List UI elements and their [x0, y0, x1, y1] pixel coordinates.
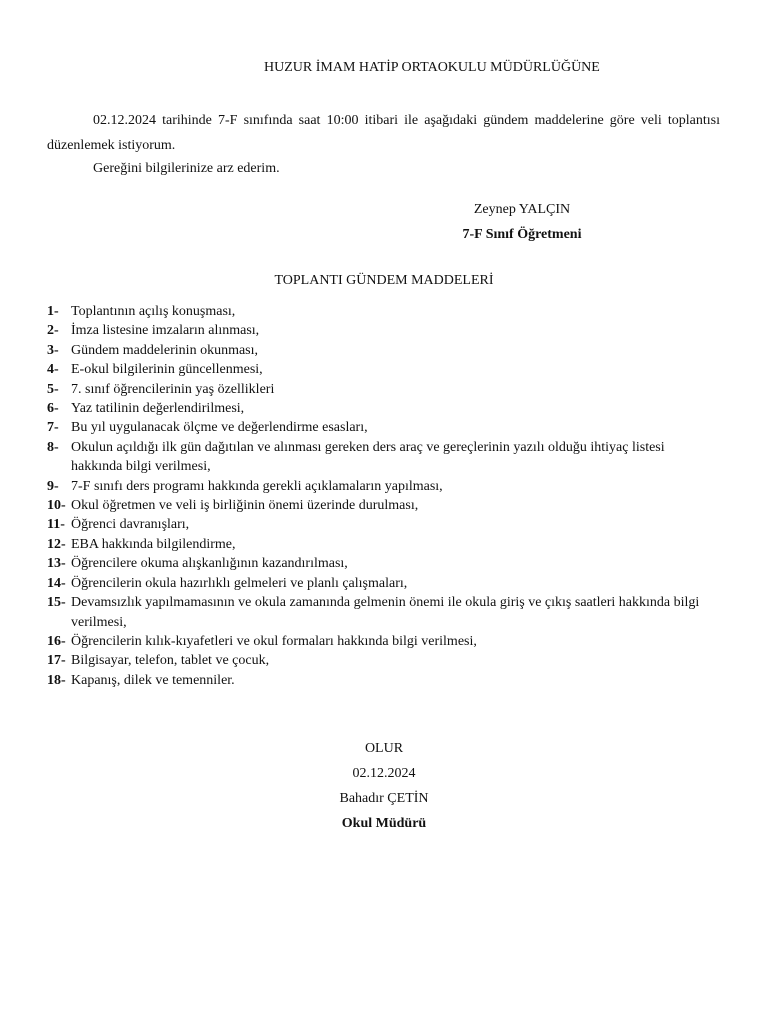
- agenda-item-text: EBA hakkında bilgilendirme,: [71, 536, 236, 552]
- recipient-heading: HUZUR İMAM HATİP ORTAOKULU MÜDÜRLÜĞÜNE: [264, 60, 600, 75]
- agenda-item-number: 12-: [47, 536, 66, 552]
- agenda-item-text: Gündem maddelerinin okunması,: [71, 342, 259, 358]
- agenda-item-number: 9-: [47, 478, 59, 494]
- agenda-item-text: Toplantının açılış konuşması,: [71, 304, 236, 319]
- agenda-item: [47, 438, 719, 477]
- agenda-item-number: 7-: [47, 420, 59, 436]
- request-paragraph: [47, 108, 720, 158]
- agenda-item-text: 7. sınıf öğrencilerinin yaş özellikleri: [71, 381, 275, 397]
- agenda-item-text: Okul öğretmen ve veli iş birliğinin önemi üzerinde durulması,: [71, 498, 419, 514]
- agenda-item-number: 2-: [47, 323, 59, 339]
- agenda-item-number: 5-: [47, 381, 59, 397]
- agenda-item-text: Öğrencilerin okula hazırlıklı gelmeleri ve planlı çalışmaları,: [71, 575, 408, 591]
- agenda-item: [47, 593, 719, 632]
- agenda-item: [47, 496, 719, 515]
- agenda-item-text: Öğrencilerin kılık-kıyafetleri ve okul formaları hakkında bilgi verilmesi,: [71, 633, 477, 649]
- agenda-item-number: 4-: [47, 362, 59, 378]
- agenda-item-text: Öğrencilere okuma alışkanlığının kazandırılması,: [71, 556, 348, 572]
- agenda-item-number: 6-: [47, 401, 59, 417]
- agenda-item: [47, 302, 719, 321]
- teacher-signature-block: [432, 197, 612, 247]
- agenda-item: [47, 671, 719, 690]
- agenda-item-text: Okulun açıldığı ilk gün dağıtılan ve alınması gereken ders araç ve gereçlerinin yazılı olduğu ihtiyaç listesi hakkında bilgi verilmesi,: [71, 439, 665, 475]
- principal-title: Okul Müdürü: [341, 816, 427, 831]
- agenda-item: [47, 477, 719, 496]
- agenda-item: [47, 574, 719, 593]
- closing-sentence: Gereğini bilgilerinize arz ederim.: [93, 161, 280, 176]
- agenda-item: [47, 535, 719, 554]
- approval-block: [284, 736, 484, 836]
- agenda-item-number: 3-: [47, 342, 59, 358]
- teacher-name: Zeynep YALÇIN: [473, 202, 571, 217]
- agenda-item-text: 7-F sınıfı ders programı hakkında gerekli açıklamaların yapılması,: [71, 478, 443, 494]
- agenda-item-number: 15-: [47, 595, 66, 611]
- agenda-item-number: 16-: [47, 633, 66, 649]
- agenda-item-text: Öğrenci davranışları,: [71, 517, 190, 533]
- agenda-item-text: Yaz tatilinin değerlendirilmesi,: [71, 401, 245, 417]
- agenda-item-text: Devamsızlık yapılmamasının ve okula zamanında gelmenin önemi ile okula giriş ve çıkış saatleri hakkında bilgi verilmesi,: [71, 595, 700, 630]
- agenda-item-text: E-okul bilgilerinin güncellenmesi,: [71, 362, 263, 378]
- teacher-title: 7-F Sınıf Öğretmeni: [462, 227, 582, 242]
- agenda-item: [47, 651, 719, 670]
- agenda-item-text: Bu yıl uygulanacak ölçme ve değerlendirme esasları,: [71, 420, 368, 436]
- agenda-list: [47, 302, 719, 690]
- agenda-item: [47, 554, 719, 573]
- request-paragraph-text: 02.12.2024 tarihinde 7-F sınıfında saat 10:00 itibari ile aşağıdaki gündem maddelerine göre veli toplantısı düzenlemek istiyorum.: [47, 113, 720, 153]
- agenda-item: [47, 515, 719, 534]
- agenda-title: TOPLANTI GÜNDEM MADDELERİ: [274, 273, 494, 288]
- principal-name: Bahadır ÇETİN: [339, 791, 429, 806]
- approval-label: OLUR: [364, 741, 404, 756]
- agenda-item-text: Bilgisayar, telefon, tablet ve çocuk,: [71, 653, 270, 669]
- agenda-item-number: 8-: [47, 439, 59, 455]
- agenda-item-number: 14-: [47, 575, 66, 591]
- agenda-item: [47, 399, 719, 418]
- agenda-item-number: 17-: [47, 653, 66, 669]
- agenda-item-number: 13-: [47, 556, 66, 572]
- agenda-item: [47, 321, 719, 340]
- agenda-item-number: 11-: [47, 517, 65, 533]
- agenda-item-text: İmza listesine imzaların alınması,: [71, 323, 260, 339]
- agenda-item-number: 18-: [47, 672, 66, 688]
- agenda-item-number: 1-: [47, 304, 59, 319]
- agenda-item: [47, 341, 719, 360]
- approval-date: 02.12.2024: [352, 766, 416, 781]
- agenda-item-number: 10-: [47, 498, 66, 514]
- agenda-item: [47, 418, 719, 437]
- agenda-item-text: Kapanış, dilek ve temenniler.: [71, 672, 235, 688]
- agenda-item: [47, 632, 719, 651]
- agenda-item: [47, 380, 719, 399]
- agenda-item: [47, 360, 719, 379]
